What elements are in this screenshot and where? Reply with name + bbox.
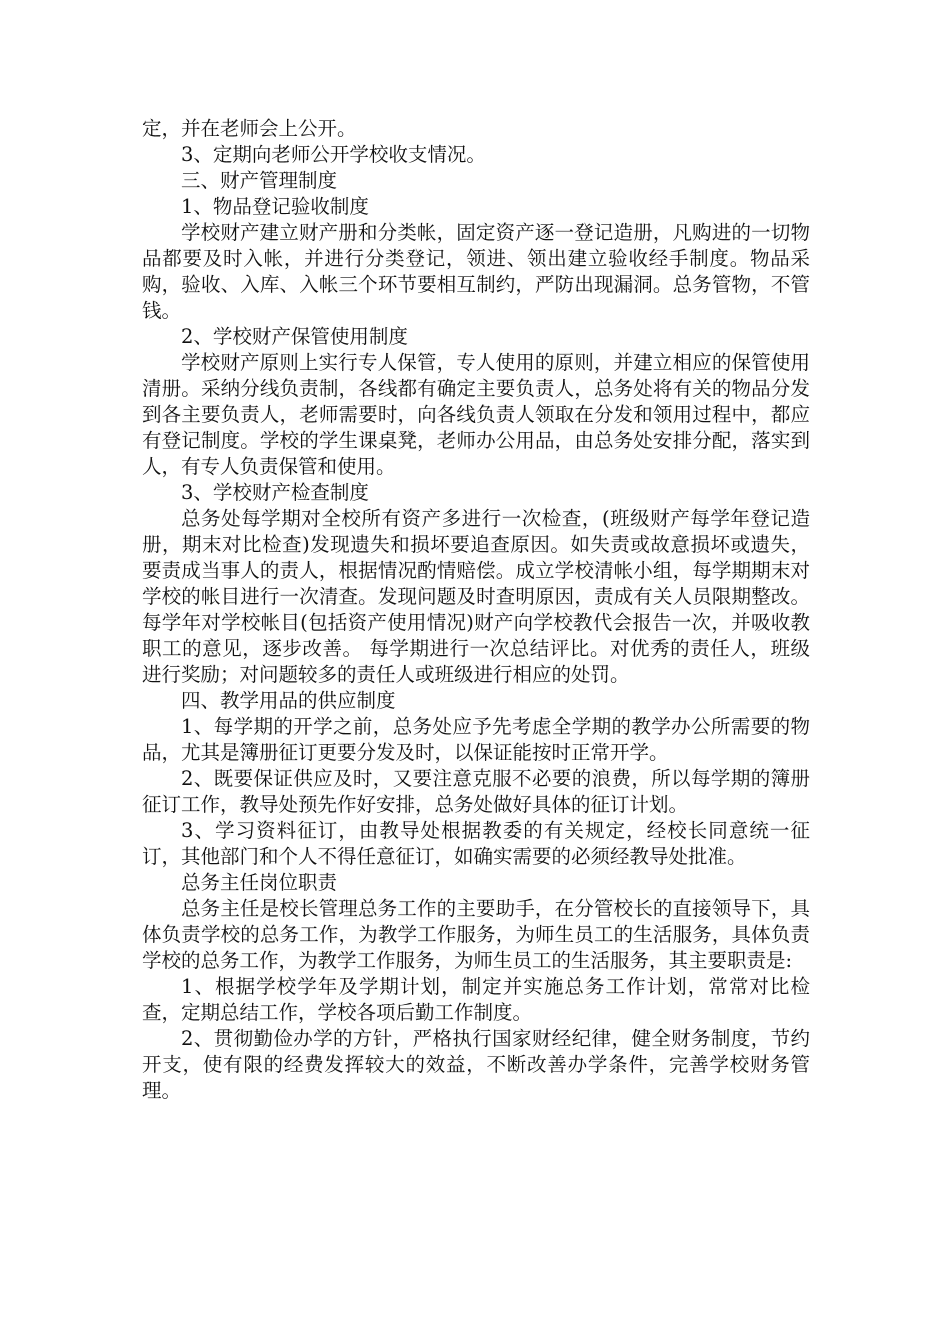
document-body — [142, 116, 810, 1104]
subheading-custody: 2、学校财产保管使用制度 — [181, 325, 408, 348]
paragraph-continuation: 定，并在老师会上公开。 — [142, 117, 357, 140]
subheading-registration: 1、物品登记验收制度 — [181, 195, 369, 218]
subheading-inspection: 3、学校财产检查制度 — [181, 481, 369, 504]
paragraph-registration: 学校财产建立财产册和分类帐，固定资产逐一登记造册，凡购进的一切物品都要及时入帐，并进行分类登记，领进、领出建立验收经手制度。物品采购，验收、入库、入帐三个环节要相互制约，严防出现漏洞。总务管物，不管钱。 — [142, 221, 810, 322]
paragraph-director-intro: 总务主任是校长管理总务工作的主要助手，在分管校长的直接领导下，具体负责学校的总务工作，为教学工作服务，为师生员工的生活服务，具体负责学校的总务工作，为教学工作服务，为师生员工的生活服务，其主要职责是: — [142, 897, 810, 972]
paragraph-supply-2: 2、既要保证供应及时，又要注意克服不必要的浪费，所以每学期的簿册征订工作，教导处预先作好安排，总务处做好具体的征订计划。 — [142, 767, 810, 816]
section-heading-supply: 四、教学用品的供应制度 — [181, 689, 396, 712]
list-item-public-finance: 3、定期向老师公开学校收支情况。 — [181, 143, 486, 166]
paragraph-supply-3: 3、学习资料征订，由教导处根据教委的有关规定，经校长同意统一征订，其他部门和个人不得任意征订，如确实需要的必须经教导处批准。 — [142, 819, 810, 868]
section-heading-property-management: 三、财产管理制度 — [181, 169, 338, 192]
paragraph-duty-2: 2、贯彻勤俭办学的方针，严格执行国家财经纪律，健全财务制度，节约开支，使有限的经费发挥较大的效益，不断改善办学条件，完善学校财务管理。 — [142, 1027, 810, 1102]
section-heading-director-duties: 总务主任岗位职责 — [181, 871, 338, 894]
paragraph-supply-1: 1、每学期的开学之前，总务处应予先考虑全学期的教学办公所需要的物品，尤其是簿册征订更要分发及时，以保证能按时正常开学。 — [142, 715, 810, 764]
paragraph-inspection: 总务处每学期对全校所有资产多进行一次检查，(班级财产每学年登记造册，期末对比检查)发现遗失和损坏要追查原因。如失责或故意损坏或遗失， 要责成当事人的责人，根据情况酌情赔偿。成立学校清帐小组，每学期期末对学校的帐目进行一次清查。发现问题及时查明原因，责成有关人员限期整改。每学年对学校帐目(包括资产使用情况)财产向学校教代会报告一次，并吸收教职工的意见，逐步改善。 每学期进行一次总结评比。对优秀的责任人，班级进行奖励；对问题较多的责任人或班级进行相应的处罚。 — [142, 507, 810, 686]
paragraph-duty-1: 1、根据学校学年及学期计划，制定并实施总务工作计划，常常对比检查，定期总结工作，学校各项后勤工作制度。 — [142, 975, 810, 1024]
paragraph-custody: 学校财产原则上实行专人保管，专人使用的原则，并建立相应的保管使用清册。采纳分线负责制，各线都有确定主要负责人，总务处将有关的物品分发到各主要负责人，老师需要时，向各线负责人领取在分发和领用过程中，都应有登记制度。学校的学生课桌凳，老师办公用品，由总务处安排分配，落实到人，有专人负责保管和使用。 — [142, 351, 810, 478]
